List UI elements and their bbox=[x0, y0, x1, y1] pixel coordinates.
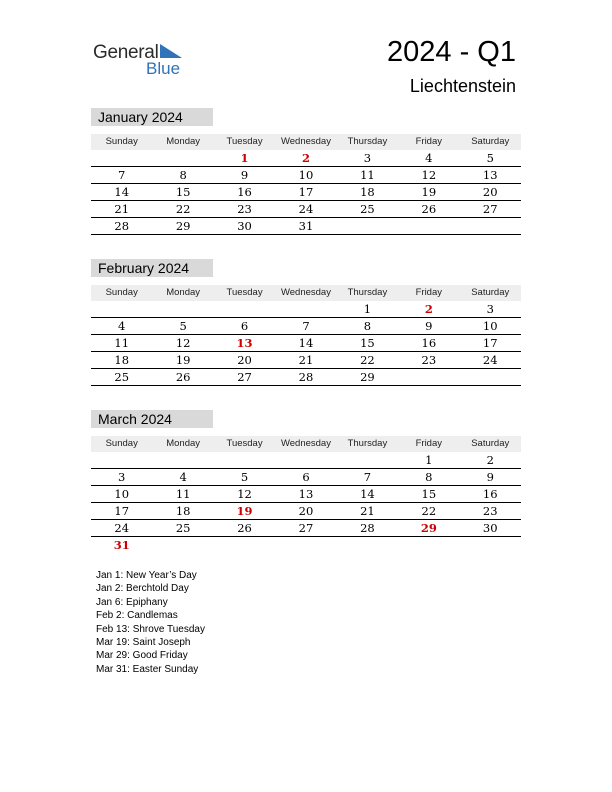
week-row bbox=[91, 335, 521, 352]
weekday-header: Thursday bbox=[347, 287, 388, 298]
date-cell: 22 bbox=[360, 353, 375, 367]
date-cell: 25 bbox=[114, 370, 130, 384]
weekday-header: Saturday bbox=[471, 136, 510, 147]
date-cell: 9 bbox=[486, 470, 494, 484]
date-cell: 1 bbox=[425, 453, 433, 467]
date-cell: 15 bbox=[360, 336, 375, 350]
date-cell: 6 bbox=[240, 319, 249, 333]
date-cell bbox=[275, 452, 336, 468]
date-cell: 4 bbox=[425, 151, 433, 165]
holiday-date-cell: 1 bbox=[240, 151, 249, 165]
weekday-header-row bbox=[91, 285, 521, 301]
weekday-header: Friday bbox=[415, 136, 443, 147]
date-cell bbox=[152, 537, 213, 553]
logo-word-general: General bbox=[93, 42, 159, 63]
date-cell: 17 bbox=[298, 185, 314, 199]
date-cell: 26 bbox=[421, 202, 437, 216]
weekday-header: Thursday bbox=[347, 438, 388, 449]
date-cell: 30 bbox=[237, 219, 252, 233]
date-cell: 9 bbox=[425, 319, 433, 333]
weekday-header: Saturday bbox=[471, 438, 510, 449]
date-cell: 5 bbox=[240, 470, 249, 484]
weekday-header: Tuesday bbox=[226, 136, 263, 147]
weekday-header: Wednesday bbox=[280, 136, 331, 147]
date-cell bbox=[91, 301, 152, 317]
date-cell: 4 bbox=[179, 470, 187, 484]
date-cell: 12 bbox=[175, 336, 191, 350]
date-cell bbox=[337, 537, 398, 553]
weekday-header: Monday bbox=[166, 438, 201, 449]
holiday-note: Feb 13: Shrove Tuesday bbox=[96, 623, 205, 635]
week-row bbox=[91, 150, 521, 167]
weekday-header: Monday bbox=[166, 287, 201, 298]
date-cell: 9 bbox=[240, 168, 249, 182]
weekday-header: Saturday bbox=[471, 287, 510, 298]
date-cell: 14 bbox=[298, 336, 314, 350]
date-cell: 19 bbox=[421, 185, 437, 199]
date-cell: 30 bbox=[482, 521, 498, 535]
general-blue-logo bbox=[93, 40, 193, 80]
date-cell bbox=[152, 301, 213, 317]
date-cell bbox=[152, 452, 213, 468]
date-cell: 18 bbox=[175, 504, 191, 518]
date-cell: 28 bbox=[360, 521, 375, 535]
date-cell: 13 bbox=[298, 487, 314, 501]
date-cell: 4 bbox=[118, 319, 126, 333]
date-cell: 3 bbox=[486, 302, 494, 316]
date-cell: 25 bbox=[175, 521, 191, 535]
date-cell: 2 bbox=[486, 453, 494, 467]
date-cell: 24 bbox=[298, 202, 314, 216]
weekday-header: Tuesday bbox=[226, 287, 263, 298]
date-cell: 23 bbox=[421, 353, 437, 367]
holiday-note: Mar 19: Saint Joseph bbox=[96, 637, 191, 649]
date-cell bbox=[214, 452, 275, 468]
weekday-header-row bbox=[91, 134, 521, 150]
date-cell bbox=[337, 452, 398, 468]
week-row bbox=[91, 352, 521, 369]
date-cell: 11 bbox=[360, 168, 375, 182]
date-cell: 10 bbox=[482, 319, 498, 333]
date-cell: 26 bbox=[237, 521, 252, 535]
month-march bbox=[91, 410, 521, 553]
date-cell: 7 bbox=[363, 470, 372, 484]
month-title: March 2024 bbox=[91, 410, 213, 428]
date-cell bbox=[152, 150, 213, 166]
date-cell: 7 bbox=[118, 168, 126, 182]
date-cell bbox=[337, 218, 398, 234]
date-cell: 24 bbox=[482, 353, 498, 367]
date-cell bbox=[91, 150, 152, 166]
weekday-header: Wednesday bbox=[280, 438, 331, 449]
week-row bbox=[91, 537, 521, 553]
date-cell: 26 bbox=[175, 370, 191, 384]
logo-word-blue: Blue bbox=[146, 59, 181, 78]
holiday-note: Jan 2: Berchtold Day bbox=[96, 583, 189, 595]
date-cell: 8 bbox=[425, 470, 433, 484]
date-cell: 12 bbox=[237, 487, 252, 501]
holiday-date-cell: 2 bbox=[424, 302, 433, 316]
date-cell: 23 bbox=[482, 504, 498, 518]
date-cell: 5 bbox=[486, 151, 494, 165]
date-cell: 28 bbox=[114, 219, 130, 233]
page-title: 2024 - Q1 bbox=[387, 36, 516, 68]
date-cell: 6 bbox=[302, 470, 310, 484]
date-cell: 3 bbox=[363, 151, 372, 165]
weekday-header: Monday bbox=[166, 136, 201, 147]
date-cell: 15 bbox=[175, 185, 191, 199]
week-row bbox=[91, 184, 521, 201]
date-cell: 24 bbox=[114, 521, 130, 535]
date-cell: 29 bbox=[175, 219, 191, 233]
date-cell: 20 bbox=[482, 185, 498, 199]
date-cell: 3 bbox=[118, 470, 126, 484]
week-row bbox=[91, 452, 521, 469]
date-cell: 31 bbox=[298, 219, 314, 233]
week-row bbox=[91, 201, 521, 218]
week-row bbox=[91, 318, 521, 335]
date-cell: 18 bbox=[114, 353, 130, 367]
date-cell: 1 bbox=[363, 302, 372, 316]
date-cell: 20 bbox=[237, 353, 252, 367]
date-cell bbox=[91, 452, 152, 468]
date-cell: 10 bbox=[114, 487, 130, 501]
date-cell: 11 bbox=[114, 336, 130, 350]
weekday-header: Friday bbox=[415, 438, 443, 449]
date-cell: 16 bbox=[482, 487, 498, 501]
date-cell: 21 bbox=[298, 353, 314, 367]
date-cell: 13 bbox=[482, 168, 498, 182]
date-cell: 22 bbox=[421, 504, 437, 518]
date-cell bbox=[460, 218, 521, 234]
holiday-note: Feb 2: Candlemas bbox=[96, 610, 178, 622]
holiday-date-cell: 2 bbox=[301, 151, 310, 165]
weekday-header: Sunday bbox=[105, 438, 138, 449]
date-cell: 8 bbox=[363, 319, 372, 333]
weekday-header: Sunday bbox=[105, 136, 138, 147]
date-cell: 10 bbox=[298, 168, 314, 182]
month-title: January 2024 bbox=[91, 108, 213, 126]
holiday-note: Jan 1: New Year’s Day bbox=[96, 570, 197, 581]
date-cell: 28 bbox=[298, 370, 314, 384]
weekday-header: Tuesday bbox=[226, 438, 263, 449]
month-february bbox=[91, 259, 521, 386]
date-cell: 18 bbox=[360, 185, 375, 199]
week-row bbox=[91, 520, 521, 537]
holiday-note: Jan 6: Epiphany bbox=[96, 596, 168, 608]
month-title: February 2024 bbox=[91, 259, 213, 277]
date-cell: 27 bbox=[237, 370, 252, 384]
week-row bbox=[91, 301, 521, 318]
week-row bbox=[91, 486, 521, 503]
week-row bbox=[91, 167, 521, 184]
date-cell: 12 bbox=[421, 168, 437, 182]
date-cell: 7 bbox=[302, 319, 310, 333]
holiday-note: Mar 29: Good Friday bbox=[96, 650, 188, 662]
date-cell: 5 bbox=[179, 319, 187, 333]
date-cell: 14 bbox=[114, 185, 130, 199]
weekday-header: Friday bbox=[415, 287, 443, 298]
week-row bbox=[91, 469, 521, 486]
weekday-header-row bbox=[91, 436, 521, 452]
country-name: Liechtenstein bbox=[409, 76, 516, 96]
date-cell: 21 bbox=[360, 504, 375, 518]
month-january bbox=[91, 108, 521, 235]
date-cell: 22 bbox=[175, 202, 191, 216]
holiday-date-cell: 29 bbox=[420, 521, 437, 535]
week-row bbox=[91, 218, 521, 235]
weekday-header: Sunday bbox=[105, 287, 138, 298]
holiday-date-cell: 13 bbox=[236, 336, 253, 350]
date-cell: 17 bbox=[114, 504, 130, 518]
holiday-date-cell: 31 bbox=[113, 538, 130, 552]
date-cell bbox=[214, 537, 275, 553]
date-cell bbox=[460, 537, 521, 553]
date-cell: 19 bbox=[175, 353, 191, 367]
logo-flag-icon bbox=[160, 44, 182, 60]
date-cell: 29 bbox=[360, 370, 375, 384]
date-cell: 27 bbox=[482, 202, 498, 216]
date-cell: 16 bbox=[237, 185, 252, 199]
weekday-header: Thursday bbox=[347, 136, 388, 147]
date-cell: 17 bbox=[482, 336, 498, 350]
date-cell: 25 bbox=[360, 202, 375, 216]
date-cell bbox=[275, 301, 336, 317]
week-row bbox=[91, 503, 521, 520]
week-row bbox=[91, 369, 521, 386]
holiday-list bbox=[96, 569, 205, 676]
date-cell bbox=[398, 369, 459, 385]
weekday-header: Wednesday bbox=[280, 287, 331, 298]
date-cell: 15 bbox=[421, 487, 437, 501]
date-cell: 21 bbox=[114, 202, 130, 216]
date-cell: 11 bbox=[175, 487, 191, 501]
date-cell: 8 bbox=[179, 168, 187, 182]
date-cell bbox=[398, 537, 459, 553]
date-cell: 16 bbox=[421, 336, 437, 350]
date-cell: 14 bbox=[360, 487, 375, 501]
date-cell: 20 bbox=[298, 504, 314, 518]
holiday-date-cell: 19 bbox=[236, 504, 253, 518]
date-cell bbox=[460, 369, 521, 385]
date-cell bbox=[275, 537, 336, 553]
date-cell bbox=[398, 218, 459, 234]
date-cell: 27 bbox=[298, 521, 314, 535]
holiday-note: Mar 31: Easter Sunday bbox=[96, 663, 199, 675]
date-cell: 23 bbox=[237, 202, 252, 216]
date-cell bbox=[214, 301, 275, 317]
